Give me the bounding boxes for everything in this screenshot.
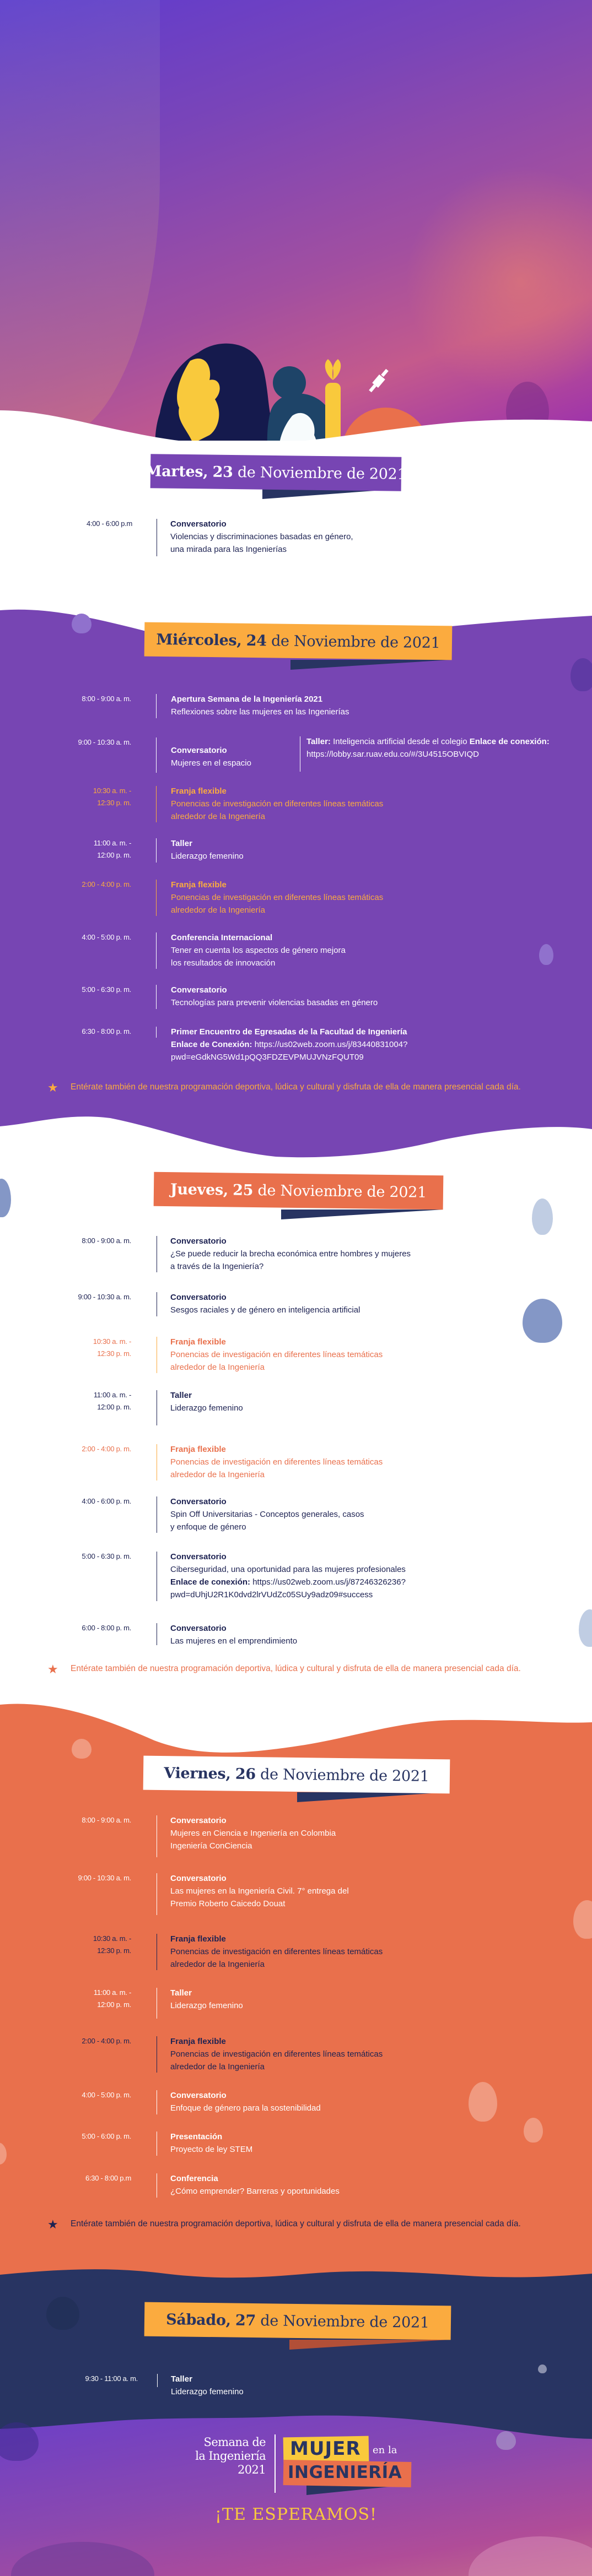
logo-mujer-ingenieria: MUJER en la INGENIERÍA bbox=[283, 2434, 416, 2495]
connection-link[interactable]: pwd=eGdkNG5Wd1pQQ3FDZEVPMUJVNzFQUT09 bbox=[171, 1053, 364, 1062]
star-icon: ★ bbox=[47, 2217, 58, 2231]
event-time: 8:00 - 9:00 a. m. bbox=[82, 1237, 131, 1245]
event-details: Conversatorio Sesgos raciales y de género en inteligencia artificial bbox=[170, 1293, 360, 1315]
day-banner-sabado: Sábado, 27 de Noviembre de 2021 bbox=[144, 2302, 451, 2340]
event-time: 8:00 - 9:00 a. m. bbox=[82, 695, 131, 703]
day-banner-martes: Martes, 23 de Noviembre de 2021 bbox=[150, 454, 402, 491]
divider bbox=[157, 2374, 158, 2387]
parallel-workshop: Taller: Inteligencia artificial desde el colegio Enlace de conexión: https://lobby.sar.ruav.edu.co/#/3U4515OBVIQD bbox=[306, 735, 582, 761]
decor-blob bbox=[72, 614, 92, 633]
event-title: Franja flexible bbox=[171, 880, 227, 890]
decor-blob bbox=[469, 2536, 592, 2576]
event-details: Conversatorio Enfoque de género para la sostenibilidad bbox=[170, 2091, 321, 2113]
event-details: Conversatorio Las mujeres en la Ingeniería Civil. 7° entrega del Premio Roberto Caicedo Douat bbox=[170, 1874, 349, 1908]
event-time: 4:00 - 5:00 p. m. bbox=[82, 2091, 131, 2099]
event-details: Taller Liderazgo femenino bbox=[171, 837, 535, 863]
day-banner-viernes: Viernes, 26 de Noviembre de 2021 bbox=[143, 1756, 450, 1794]
event-details: Franja flexible Ponencias de investigación en diferentes líneas temáticas alrededor de la Ingeniería bbox=[170, 1445, 383, 1479]
event-time: 6:30 - 8:00 p. m. bbox=[82, 1027, 131, 1035]
event-time: 9:30 - 11:00 a. m. bbox=[85, 2374, 138, 2383]
event-time: 11:00 a. m. - 12:00 p. m. bbox=[93, 839, 131, 859]
event-title: Conversatorio bbox=[171, 746, 227, 755]
event-time: 11:00 a. m. - 12:00 p. m. bbox=[93, 1988, 131, 2009]
event-time: 5:00 - 6:30 p. m. bbox=[82, 1552, 131, 1560]
decor-blob bbox=[571, 658, 592, 691]
connection-link[interactable]: https://lobby.sar.ruav.edu.co/#/3U4515OBVIQD bbox=[306, 750, 479, 759]
event-time: 2:00 - 4:00 p. m. bbox=[82, 1445, 131, 1453]
event-time: 11:00 a. m. - 12:00 p. m. bbox=[93, 1391, 131, 1411]
event-details: Conversatorio Ciberseguridad, una oportunidad para las mujeres profesionales Enlace de conexión: https://us02web.zoom.us/j/87246326236? pwd=dUhjU2R1K0dvd2lrVUdZc05SUy9adz09#success bbox=[170, 1550, 534, 1601]
event-time: 5:00 - 6:00 p. m. bbox=[82, 2132, 131, 2140]
event-time: 4:00 - 6:00 p. m. bbox=[82, 1497, 131, 1505]
divider bbox=[156, 880, 157, 916]
event-details: Apertura Semana de la Ingeniería 2021 Reflexiones sobre las mujeres en las Ingenierías bbox=[171, 693, 535, 718]
event-details: Conferencia ¿Cómo emprender? Barreras y oportunidades bbox=[170, 2174, 340, 2196]
star-icon: ★ bbox=[47, 1662, 58, 1676]
event-time: 10:30 a. m. - 12:30 p. m. bbox=[93, 1934, 131, 1955]
event-time: 10:30 a. m. - 12:30 p. m. bbox=[93, 787, 131, 807]
event-details: Taller Liderazgo femenino bbox=[171, 2374, 244, 2396]
event-details: Conversatorio Tecnologías para prevenir violencias basadas en género bbox=[171, 984, 535, 1009]
banner-tail bbox=[281, 1210, 443, 1219]
decor-blob bbox=[532, 1198, 553, 1235]
event-details: Taller Liderazgo femenino bbox=[170, 1988, 243, 2010]
connection-link[interactable]: https://us02web.zoom.us/j/83440831004? bbox=[254, 1040, 408, 1049]
event-time: 6:30 - 8:00 p.m bbox=[85, 2174, 131, 2182]
decor-blob bbox=[11, 2542, 154, 2576]
event-details: Franja flexible Ponencias de investigación en diferentes líneas temáticas alrededor de la Ingeniería bbox=[171, 878, 535, 916]
banner-tail bbox=[289, 2340, 449, 2350]
event-time: 8:00 - 9:00 a. m. bbox=[82, 1816, 131, 1824]
event-desc: Violencias y discriminaciones basadas en género, bbox=[170, 532, 353, 541]
decor-blob bbox=[72, 1739, 92, 1759]
decor-blob bbox=[496, 2431, 516, 2450]
event-time: 4:00 - 5:00 p. m. bbox=[82, 933, 131, 941]
star-icon: ★ bbox=[47, 1081, 58, 1094]
connection-link[interactable]: https://us02web.zoom.us/j/87246326236? bbox=[252, 1577, 406, 1587]
event-details: Presentación Proyecto de ley STEM bbox=[170, 2132, 253, 2154]
event-title: Franja flexible bbox=[171, 787, 227, 796]
day-banner-jueves: Jueves, 25 de Noviembre de 2021 bbox=[154, 1172, 444, 1210]
event-details: Conversatorio Las mujeres en el emprendimiento bbox=[170, 1624, 298, 1646]
banner-tail bbox=[297, 1792, 448, 1802]
event-time: 9:00 - 10:30 a. m. bbox=[78, 1874, 131, 1882]
banner-tail bbox=[290, 660, 450, 670]
event-title: Conversatorio bbox=[170, 519, 227, 529]
divider bbox=[156, 838, 157, 863]
event-name: Semana de la Ingeniería 2021 bbox=[195, 2436, 266, 2476]
divider bbox=[156, 694, 157, 718]
divider bbox=[156, 1027, 157, 1038]
decor-blob bbox=[0, 1179, 11, 1217]
event-title: Apertura Semana de la Ingeniería 2021 bbox=[171, 695, 323, 704]
event-time: 6:00 - 8:00 p. m. bbox=[82, 1624, 131, 1632]
divider bbox=[156, 737, 157, 773]
event-details: Primer Encuentro de Egresadas de la Facultad de Ingeniería Enlace de Conexión: https://us02web.zoom.us/j/83440831004? pwd=eGdkNG5Wd1pQQ3FDZEVPMUJVNzFQUT09 bbox=[171, 1026, 568, 1064]
event-desc: una mirada para las Ingenierías bbox=[170, 545, 287, 554]
event-details: Franja flexible Ponencias de investigación en diferentes líneas temáticas alrededor de la Ingeniería bbox=[170, 1337, 383, 1372]
event-details: Franja flexible Ponencias de investigación en diferentes líneas temáticas alrededor de la Ingeniería bbox=[170, 2037, 383, 2071]
event-details: Conferencia Internacional Tener en cuenta los aspectos de género mejora los resultados de innovación bbox=[171, 931, 535, 969]
divider bbox=[156, 985, 157, 1009]
decor-blob bbox=[46, 2297, 79, 2330]
decor-blob bbox=[538, 2365, 547, 2373]
divider bbox=[156, 786, 157, 822]
event-details: Conversatorio Mujeres en Ciencia e Ingeniería en Colombia Ingeniería ConCiencia bbox=[170, 1816, 336, 1851]
connection-link[interactable]: pwd=dUhjU2R1K0dvd2lrVUdZc05SUy9adz09#success bbox=[170, 1590, 373, 1599]
event-title: Primer Encuentro de Egresadas de la Facultad de Ingeniería bbox=[171, 1027, 407, 1037]
decor-blob bbox=[539, 944, 553, 965]
footer bbox=[0, 2412, 592, 2576]
event-time: 4:00 - 6:00 p.m bbox=[87, 519, 132, 528]
event-details: Conversatorio Mujeres en el espacio bbox=[171, 744, 292, 769]
day-banner-miercoles: Miércoles, 24 de Noviembre de 2021 bbox=[144, 622, 453, 660]
event-details bbox=[170, 518, 534, 556]
event-time: 5:00 - 6:30 p. m. bbox=[82, 985, 131, 994]
closing-message: ¡TE ESPERAMOS! bbox=[214, 2505, 378, 2524]
event-title: Taller bbox=[171, 839, 192, 848]
hero-banner bbox=[0, 0, 592, 441]
event-title: Conversatorio bbox=[171, 985, 227, 995]
event-details: Franja flexible Ponencias de investigación en diferentes líneas temáticas alrededor de la Ingeniería bbox=[171, 785, 535, 823]
event-details: Taller Liderazgo femenino bbox=[170, 1391, 243, 1413]
event-title: Conferencia Internacional bbox=[171, 933, 273, 942]
decor-blob bbox=[579, 1609, 592, 1647]
event-details: Franja flexible Ponencias de investigación en diferentes líneas temáticas alrededor de la Ingeniería bbox=[170, 1934, 383, 1969]
hero-wave bbox=[0, 405, 592, 454]
event-time: 2:00 - 4:00 p. m. bbox=[82, 2037, 131, 2045]
event-details: Conversatorio ¿Se puede reducir la brecha económica entre hombres y mujeres a través de la Ingeniería? bbox=[170, 1237, 411, 1271]
event-details: Conversatorio Spin Off Universitarias - Conceptos generales, casos y enfoque de género bbox=[170, 1497, 364, 1532]
event-time: 10:30 a. m. - 12:30 p. m. bbox=[93, 1337, 131, 1358]
event-time: 9:00 - 10:30 a. m. bbox=[78, 738, 131, 746]
event-time: 9:00 - 10:30 a. m. bbox=[78, 1293, 131, 1301]
event-time: 2:00 - 4:00 p. m. bbox=[82, 880, 131, 888]
divider bbox=[156, 932, 157, 969]
logo-divider bbox=[275, 2434, 276, 2493]
